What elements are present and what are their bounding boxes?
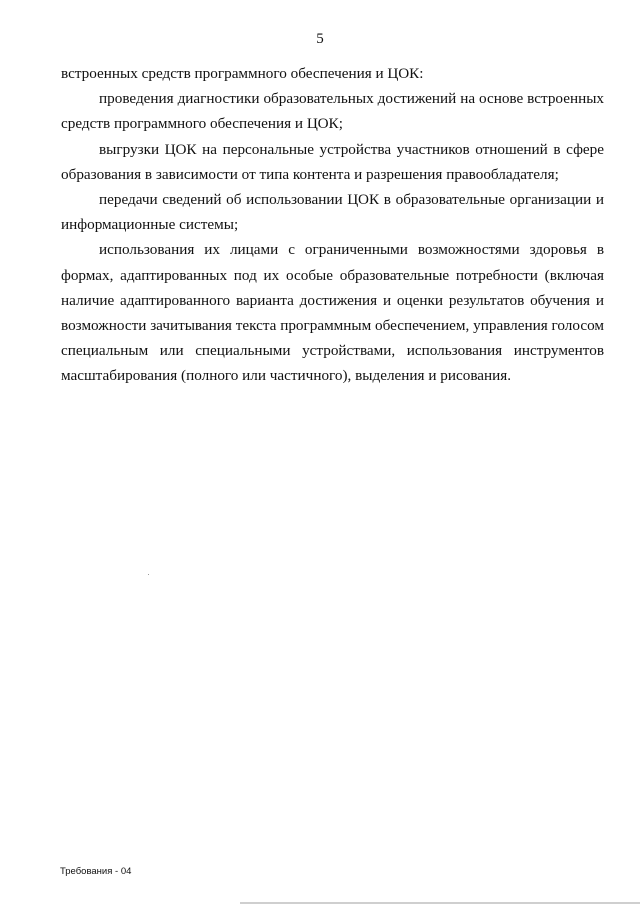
body-text (61, 61, 604, 389)
page-number: 5 (316, 31, 324, 47)
paragraph-diagnostics: проведения диагностики образовательных достижений на основе встроенных средств программного обеспечения и ЦОК; (61, 90, 604, 133)
scan-edge (240, 902, 640, 904)
document-code: Требования - 04 (60, 866, 132, 877)
paragraph-continuation: встроенных средств программного обеспечения и ЦОК: (61, 65, 424, 82)
scan-speck (148, 574, 149, 575)
paragraph-accessibility: использования их лицами с ограниченными возможностями здоровья в формах, адаптированных под их особые образовательные потребности (включая наличие адаптированного варианта достижения и оценки результатов обучения и возможности зачитывания текста программным обеспечением, управления голосом специальным или специальными устройствами, использования инструментов масштабирования (полного или частичного), выделения и рисования. (61, 241, 604, 385)
paragraph-transfer: передачи сведений об использовании ЦОК в образовательные организации и информационные системы; (61, 191, 604, 234)
paragraph-download: выгрузки ЦОК на персональные устройства участников отношений в сфере образования в зависимости от типа контента и разрешения правообладателя; (61, 140, 604, 183)
